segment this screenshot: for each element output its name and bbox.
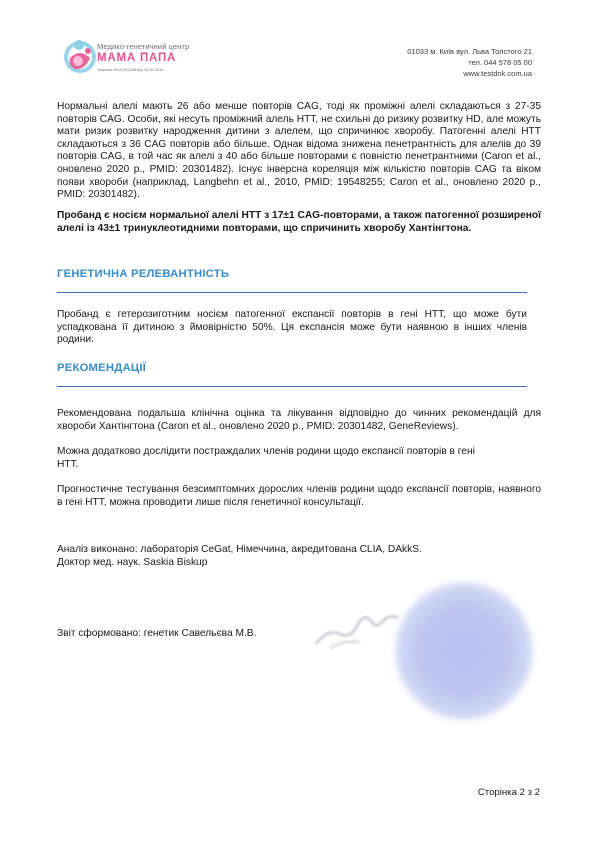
report-generated-line: Звіт сформовано: генетик Савельєва М.В. xyxy=(57,628,257,639)
brand-name: МАМА ПАПА xyxy=(97,52,177,64)
analysis-doctor-line: Доктор мед. наук. Saskia Biskup xyxy=(57,557,208,568)
proband-conclusion: Пробанд є носієм нормальної алелі HTT з 17±1 CAG-повторами, а також патогенної розширеної алелі із 43±1 тринуклеотидними повторами, що спричинить хворобу Хантінгтона. xyxy=(57,210,541,234)
intro-paragraph: Нормальні алелі мають 26 або менше повторів CAG, тоді як проміжні алелі складаються з 27-35 повторів CAG. Особи, які несуть проміжний алель HTT, не схильні до ризику розвитку HD, але можуть мати ризик розвитку народження дитини з алелем, що спричинює хворобу. Патогенні алелі HTT складаються з 36 CAG повторів або більше. Однак відома знижена пенетрантність для алелів до 39 повторів CAG, в той час як алелі з 40 або більше повторами є повністю пенетрантними (Caron et al., оновлено 2020 р., PMID: 20301482). Існує інверсна кореляція між кількістю повторів CAG та віком появи хвороби (наприклад, Langbehn et al., 2010, PMID: 19548255; Caron et al., оновлено 2020 р., PMID: 20301482). xyxy=(57,101,541,201)
recommendation-item: Рекомендована подальша клінічна оцінка та лікування відповідно до чинних рекомендацій для хвороби Хантінгтона (Caron et al., оновлено 2020 р., PMID: 20301482, GeneReviews). xyxy=(57,408,541,432)
contact-block xyxy=(407,46,532,79)
section-divider xyxy=(57,292,527,293)
genetic-relevance-heading: ГЕНЕТИЧНА РЕЛЕВАНТНІСТЬ xyxy=(57,268,230,280)
brand-subtitle: Медико-генетичний центр xyxy=(97,42,190,51)
recommendation-item: Прогностичне тестування безсимптомних дорослих членів родини щодо експансії повторів, наявного в гені HTT, можна проводити лише після генетичної консультації. xyxy=(57,484,541,508)
brand-block xyxy=(97,42,189,73)
section-divider xyxy=(57,386,527,387)
website-text: www.testdnk.com.ua xyxy=(463,69,532,78)
address-text: 01033 м. Київ вул. Льва Толстого 21 xyxy=(407,47,532,56)
mama-papa-logo-icon xyxy=(58,34,102,78)
analysis-lab-line: Аналіз виконано: лабораторія CeGat, Німеччина, акредитована CLIA, DAkkS. xyxy=(57,544,422,555)
recommendation-item: Можна додатково дослідити постраждалих членів родини щодо експансії повторів в гені HTT. xyxy=(57,446,475,470)
recommendations-heading: РЕКОМЕНДАЦІЇ xyxy=(57,362,146,374)
signature-image xyxy=(310,600,405,660)
license-text: Ліцензія МОЗ №1168 від 03.10.2016 xyxy=(97,67,164,72)
genetic-relevance-text: Пробанд є гетерозиготним носієм патогенної експансії повторів в гені HTT, що може бути успадкована її дитиною з ймовірністю 50%. Ця експансія може бути наявною в інших членів родини. xyxy=(57,309,527,346)
page-number: Сторінка 2 з 2 xyxy=(477,787,540,798)
phone-text: тел. 044 578 05 00 xyxy=(468,58,532,67)
stamp-seal-image xyxy=(394,581,534,721)
